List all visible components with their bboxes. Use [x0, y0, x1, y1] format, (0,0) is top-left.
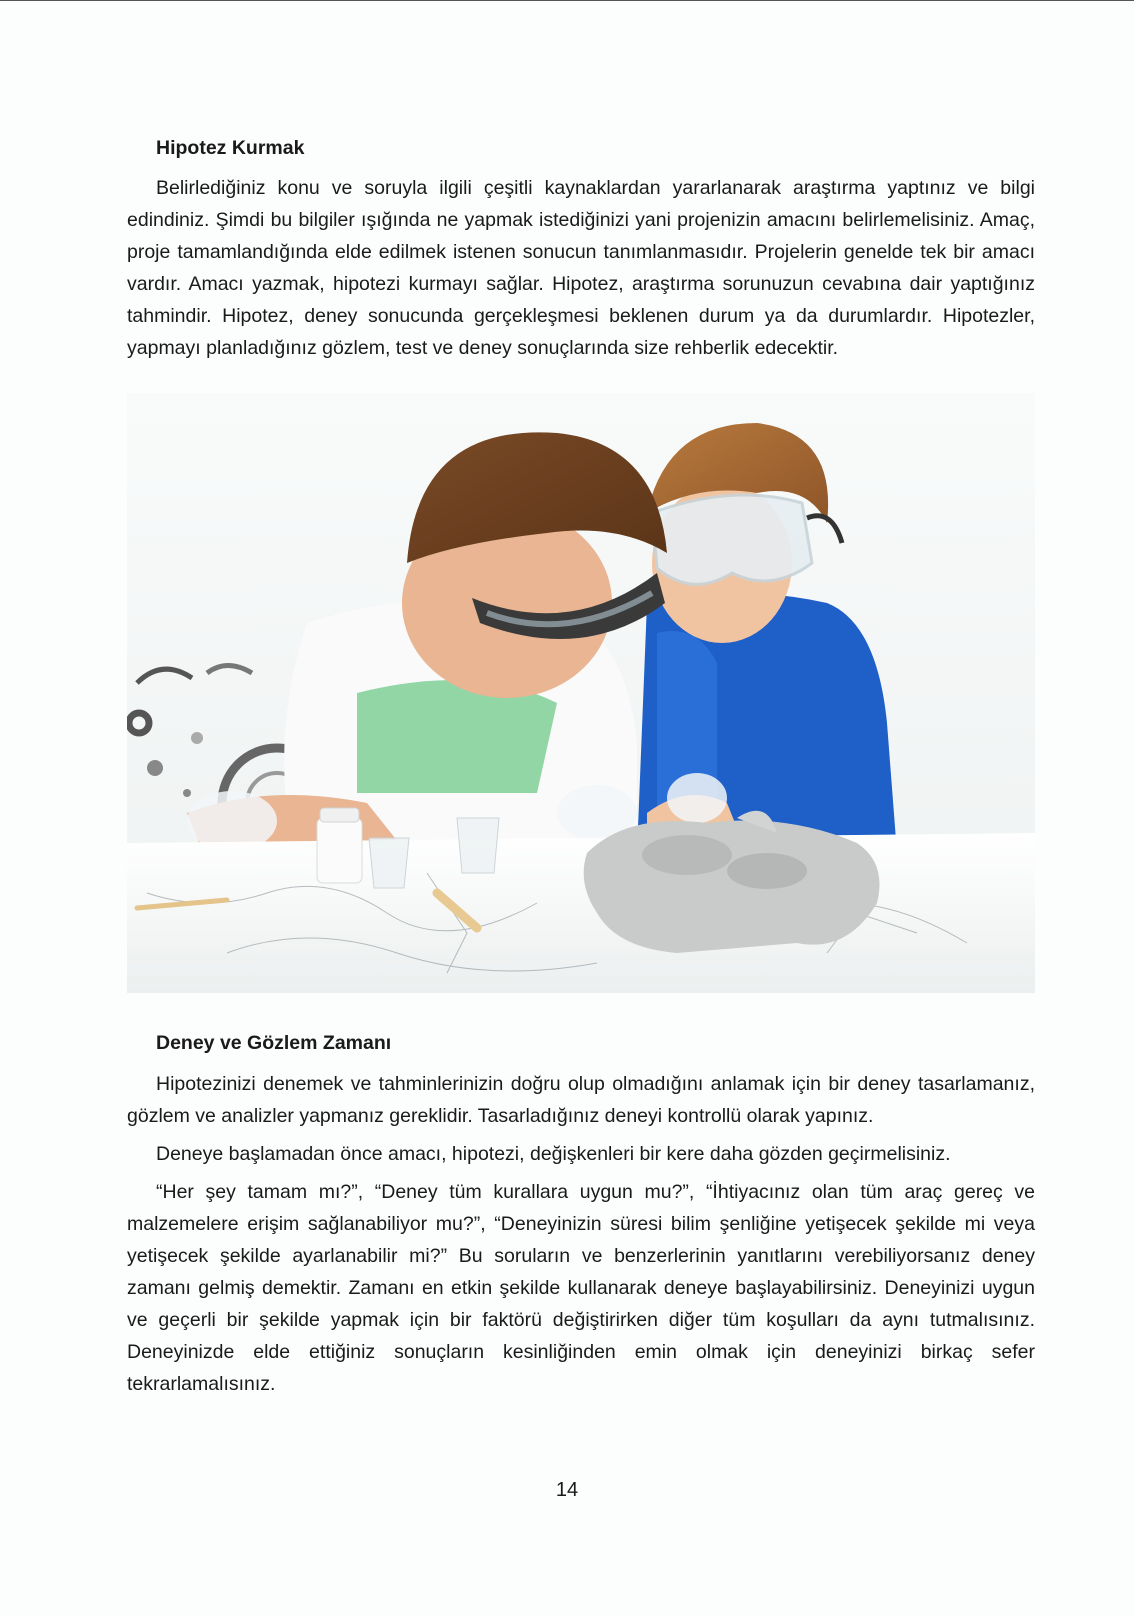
- paragraph-hypothesis: Belirlediğiniz konu ve soruyla ilgili çeşitli kaynaklardan yararlanarak araştırma yaptınız ve bilgi edindiniz. Şimdi bu bilgiler ışığında ne yapmak istediğinizi yani projenizin amacını belirlemelisiniz. Amaç, proje tamamlandığında elde edilmek istenen sonucun tanımlanmasıdır. Projelerin genelde tek bir amacı vardır. Amacı yazmak, hipotezi kurmayı sağlar. Hipotez, araştırma sorunuzun cevabına dair yaptığınız tahmindir. Hipotez, deney sonucunda gerçekleşmesi beklenen durum ya da durumlardır. Hipotezler, yapmayı planladığınız gözlem, test ve deney sonuçlarında size rehberlik edecektir.: [127, 177, 1035, 359]
- page-number: 14: [555, 1479, 579, 1501]
- top-rule: [0, 0, 1134, 1]
- paragraph-experiment-2: Deneye başlamadan önce amacı, hipotezi, değişkenleri bir kere daha gözden geçirmelisiniz.: [156, 1143, 951, 1165]
- section-heading-experiment: Deney ve Gözlem Zamanı: [156, 1032, 392, 1054]
- section-hypothesis: [127, 134, 1035, 364]
- paragraph-experiment-3: “Her şey tamam mı?”, “Deney tüm kurallara uygun mu?”, “İhtiyacınız olan tüm araç gereç ve malzemelere erişim sağlanabiliyor mu?”, “Deneyinizin süresi bilim şenliğine yetişecek şekilde mi veya yetişecek şekilde ayarlanabilir mi?” Bu soruların ve benzerlerinin yanıtlarını verebiliyorsanız deney zamanı gelmiş demektir. Zamanı en etkin şekilde kullanarak deneye başlayabilirsiniz. Deneyinizi uygun ve geçerli bir şekilde yapmak için bir faktörü değiştirirken diğer tüm koşulları da aynı tutmalısınız. Deneyinizde elde ettiğiniz sonuçların kesinliğinden emin olmak için deneyinizi birkaç sefer tekrarlamalısınız.: [127, 1181, 1035, 1395]
- section-heading-hypothesis: Hipotez Kurmak: [156, 137, 305, 159]
- section-experiment: [127, 1029, 1035, 1400]
- science-experiment-photo: [127, 393, 1035, 993]
- paragraph-experiment-1: Hipotezinizi denemek ve tahminlerinizin doğru olup olmadığını anlamak için bir deney tasarlamanız, gözlem ve analizler yapmanız gereklidir. Tasarladığınız deneyi kontrollü olarak yapınız.: [127, 1073, 1035, 1127]
